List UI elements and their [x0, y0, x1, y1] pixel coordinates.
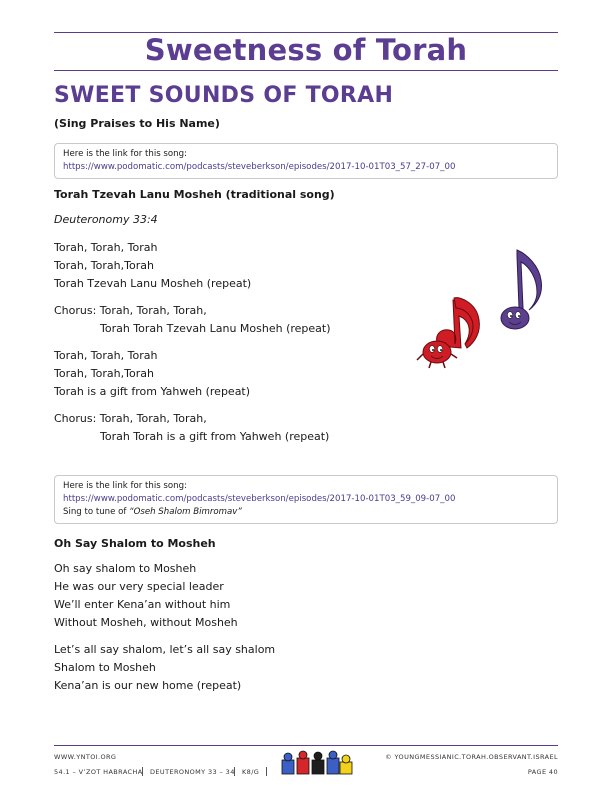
footer-separator — [142, 767, 143, 776]
song1-chorus2 — [54, 410, 329, 446]
music-notes-illustration — [405, 240, 555, 380]
lyric-line: Torah, Torah, Torah — [54, 349, 158, 362]
section-heading: SWEET SOUNDS OF TORAH — [54, 83, 394, 108]
lyric-line: Without Mosheh, without Mosheh — [54, 616, 238, 629]
footer-separator — [266, 767, 267, 776]
lyric-line: Torah, Torah,Torah — [54, 259, 154, 272]
footer-copyright: © YOUNGMESSIANIC.TORAH.OBSERVANT.ISRAEL — [385, 753, 558, 761]
song1-link-box — [54, 143, 558, 179]
tune-name: “Oseh Shalom Bimromav” — [129, 507, 242, 517]
song1-title: Torah Tzevah Lanu Mosheh (traditional song) — [54, 188, 335, 201]
lyric-line: Torah Tzevah Lanu Mosheh (repeat) — [54, 277, 252, 290]
banner-bottom-rule — [54, 70, 558, 71]
logo-figures-icon — [280, 750, 354, 780]
song1-reference: Deuteronomy 33:4 — [54, 213, 158, 226]
song2-link-url[interactable]: https://www.podomatic.com/podcasts/steveberkson/episodes/2017-10-01T03_59_09-07_00 — [63, 494, 456, 504]
lyric-line: Shalom to Mosheh — [54, 661, 156, 674]
footer-lesson: 54.1 – V’ZOT HABRACHA — [54, 768, 143, 776]
lyric-line: Let’s all say shalom, let’s all say shalom — [54, 643, 276, 656]
footer-website: WWW.YNTOI.ORG — [54, 753, 117, 761]
song1-link-url[interactable]: https://www.podomatic.com/podcasts/steveberkson/episodes/2017-10-01T03_57_27-07_00 — [63, 162, 456, 172]
footer-page-number: PAGE 40 — [527, 768, 558, 776]
purple-music-note-icon — [501, 250, 542, 329]
song2-verse2 — [54, 641, 275, 695]
footer-grade: K8/G — [242, 768, 260, 776]
song1-link-label: Here is the link for this song: — [63, 149, 187, 159]
lyric-line: Oh say shalom to Mosheh — [54, 562, 197, 575]
banner-title: Sweetness of Torah — [144, 33, 468, 67]
tune-prefix: Sing to tune of — [63, 507, 130, 517]
lyric-line: Torah, Torah, Torah — [54, 241, 158, 254]
lyric-line: Torah, Torah,Torah — [54, 367, 154, 380]
song2-link-box — [54, 475, 558, 524]
lyric-line: Kena’an is our new home (repeat) — [54, 679, 242, 692]
lyric-line: Torah Torah Tzevah Lanu Mosheh (repeat) — [100, 322, 331, 335]
song2-title: Oh Say Shalom to Mosheh — [54, 537, 216, 550]
lyric-line: He was our very special leader — [54, 580, 224, 593]
lyric-line: We’ll enter Kena’an without him — [54, 598, 231, 611]
footer-separator — [234, 767, 235, 776]
red-music-note-icon — [417, 298, 479, 368]
song1-verse2 — [54, 347, 250, 401]
song1-chorus1 — [54, 302, 331, 338]
song1-verse1 — [54, 239, 251, 293]
lyric-line: Chorus: Torah, Torah, Torah, — [54, 412, 207, 425]
lyric-line: Torah Torah is a gift from Yahweh (repeat) — [100, 430, 330, 443]
song2-tune-note — [63, 506, 549, 519]
footer-rule — [54, 745, 558, 746]
lyric-line: Torah is a gift from Yahweh (repeat) — [54, 385, 251, 398]
song2-link-label: Here is the link for this song: — [63, 481, 187, 491]
footer-reference: DEUTERONOMY 33 – 34 — [150, 768, 235, 776]
lyric-line: Chorus: Torah, Torah, Torah, — [54, 304, 207, 317]
subtitle: (Sing Praises to His Name) — [54, 117, 220, 130]
song2-verse1 — [54, 560, 238, 632]
